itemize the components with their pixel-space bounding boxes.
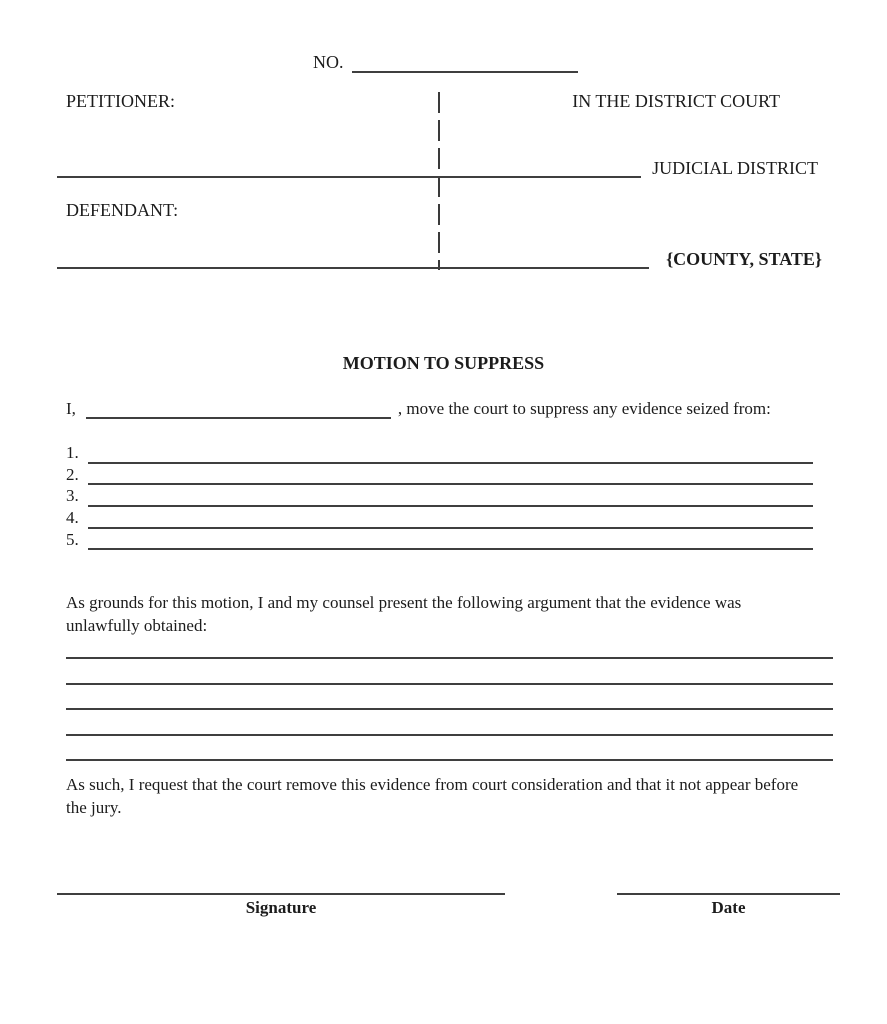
evidence-number: 1. bbox=[66, 443, 79, 462]
evidence-list bbox=[66, 442, 813, 550]
court-name-label: IN THE DISTRICT COURT bbox=[572, 91, 780, 111]
judicial-district-label: JUDICIAL DISTRICT bbox=[652, 158, 818, 178]
argument-line-4[interactable] bbox=[66, 710, 833, 735]
evidence-number: 3. bbox=[66, 486, 79, 506]
argument-line-5[interactable] bbox=[66, 736, 833, 761]
caption-divider bbox=[438, 92, 440, 270]
argument-line-2[interactable] bbox=[66, 659, 833, 684]
evidence-row-2 bbox=[66, 464, 813, 486]
signature-blank[interactable] bbox=[57, 865, 505, 895]
argument-lines bbox=[66, 634, 833, 761]
defendant-blank[interactable] bbox=[57, 267, 649, 269]
date-label: Date bbox=[711, 898, 746, 917]
argument-line-3[interactable] bbox=[66, 685, 833, 710]
evidence-blank-4[interactable] bbox=[88, 507, 813, 529]
evidence-blank-3[interactable] bbox=[88, 485, 813, 507]
case-number-row bbox=[313, 50, 578, 73]
county-state-placeholder: {COUNTY, STATE} bbox=[666, 249, 822, 269]
case-number-blank[interactable] bbox=[352, 50, 578, 73]
movant-name-blank[interactable] bbox=[86, 398, 391, 419]
signature-field bbox=[57, 865, 505, 918]
evidence-blank-2[interactable] bbox=[88, 464, 813, 486]
evidence-row-3 bbox=[66, 485, 813, 507]
judicial-district-blank[interactable] bbox=[57, 176, 641, 178]
date-blank[interactable] bbox=[617, 865, 840, 895]
case-number-label: NO. bbox=[313, 52, 344, 72]
evidence-row-1 bbox=[66, 442, 813, 464]
evidence-number: 4. bbox=[66, 508, 79, 528]
date-field bbox=[617, 865, 840, 918]
evidence-blank-5[interactable] bbox=[88, 529, 813, 551]
petitioner-label: PETITIONER: bbox=[66, 91, 175, 111]
evidence-row-4 bbox=[66, 507, 813, 529]
evidence-number: 5. bbox=[66, 529, 79, 549]
form-title: MOTION TO SUPPRESS bbox=[342, 353, 545, 373]
defendant-label: DEFENDANT: bbox=[66, 200, 179, 220]
opening-prefix: I, bbox=[66, 399, 76, 418]
evidence-row-5 bbox=[66, 529, 813, 551]
opening-suffix: , move the court to suppress any evidence seized from: bbox=[397, 399, 771, 418]
signature-label: Signature bbox=[245, 898, 317, 917]
grounds-paragraph: As grounds for this motion, I and my counsel present the following argument that the evidence was unlawfully obtained: bbox=[66, 593, 742, 635]
evidence-blank-1[interactable] bbox=[88, 442, 813, 464]
closing-paragraph: As such, I request that the court remove this evidence from court consideration and that it not appear before the jury. bbox=[66, 775, 799, 817]
opening-sentence bbox=[66, 398, 771, 419]
argument-line-1[interactable] bbox=[66, 634, 833, 659]
evidence-number: 2. bbox=[66, 464, 79, 484]
